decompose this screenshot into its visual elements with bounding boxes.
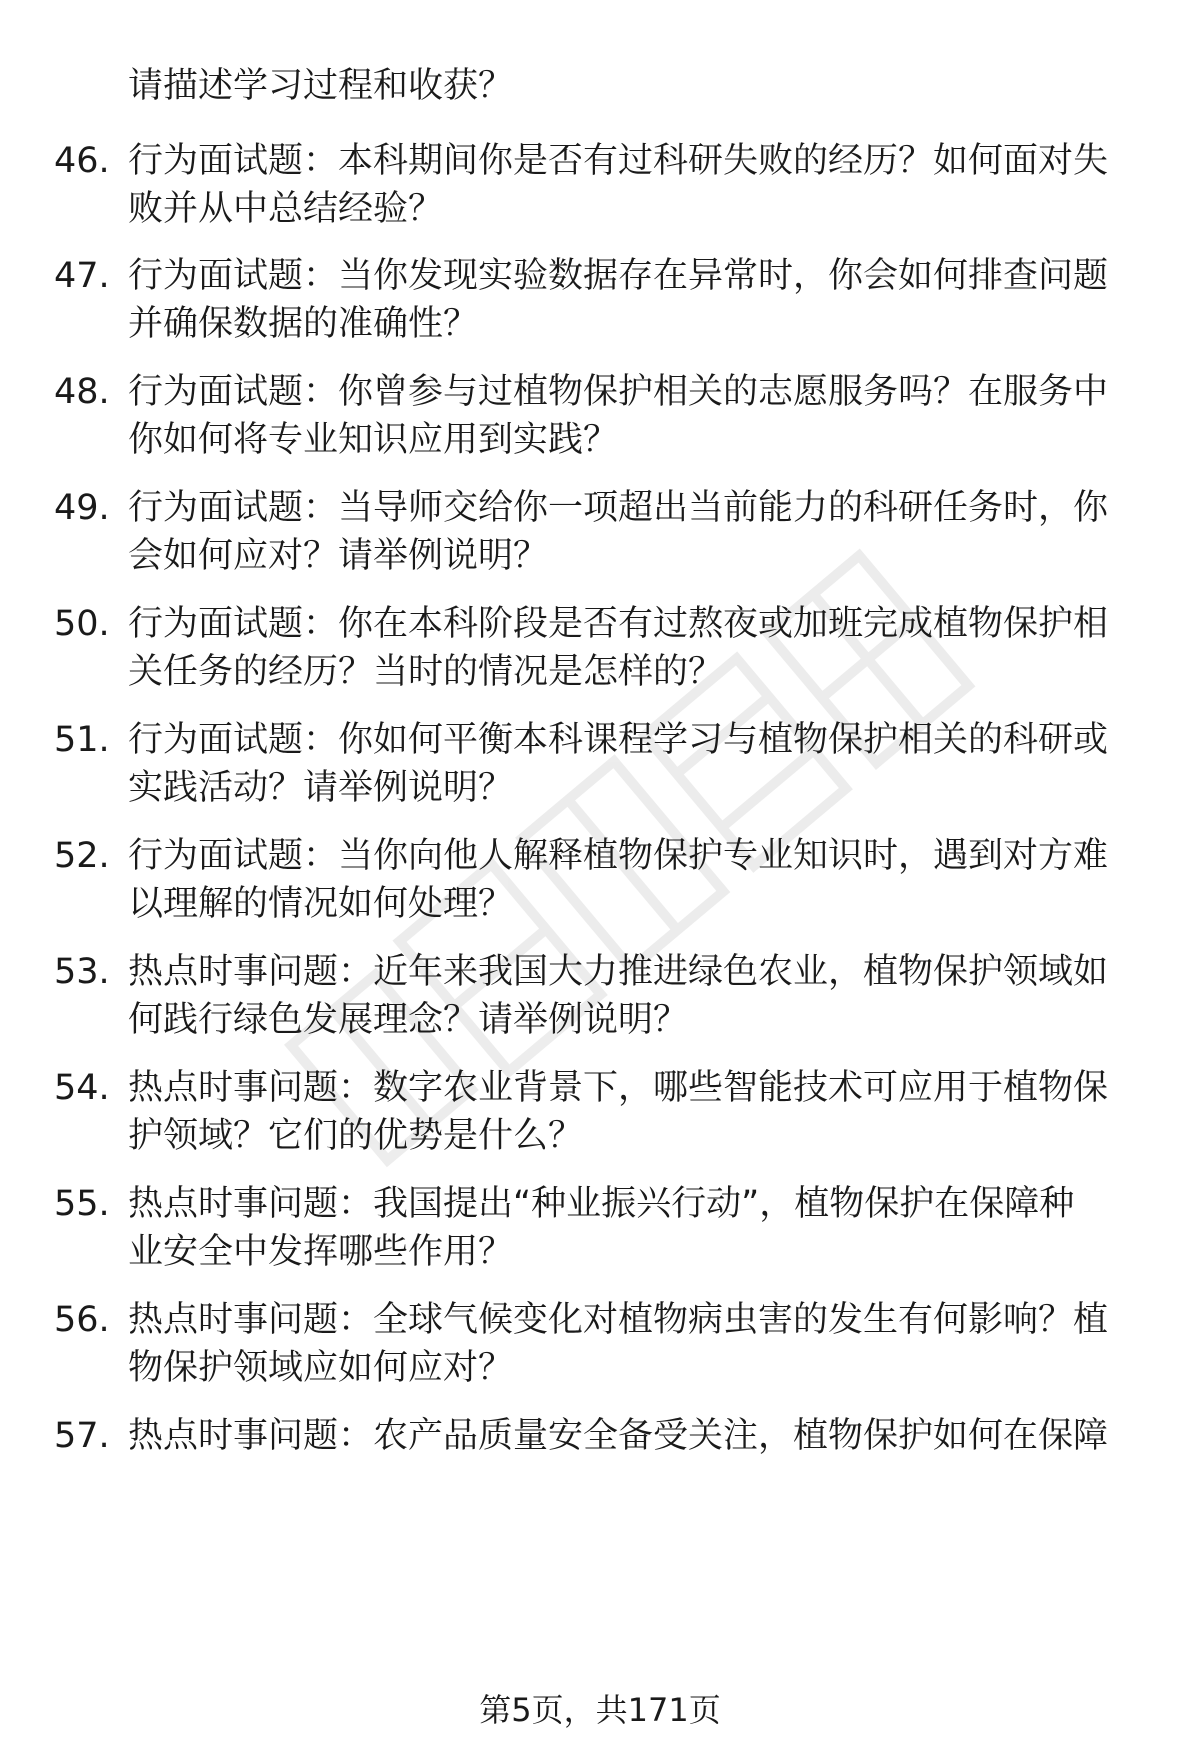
question-number: 53. [54, 952, 110, 992]
question-item [0, 368, 1200, 478]
question-text-line2: 会如何应对？请举例说明？ [128, 536, 549, 576]
question-number: 57. [54, 1416, 110, 1456]
question-text-line2: 你如何将专业知识应用到实践？ [128, 420, 619, 460]
question-text-line1: 热点时事问题：全球气候变化对植物病虫害的发生有何影响？植 [128, 1300, 1109, 1340]
question-text-line2: 关任务的经历？当时的情况是怎样的？ [128, 652, 724, 692]
question-text-line1: 行为面试题：你在本科阶段是否有过熬夜或加班完成植物保护相 [128, 604, 1109, 644]
question-text-line1: 热点时事问题：数字农业背景下，哪些智能技术可应用于植物保 [128, 1068, 1109, 1108]
question-item [0, 1064, 1200, 1174]
question-text-line2: 败并从中总结经验？ [128, 189, 444, 229]
question-number: 48. [54, 372, 110, 412]
question-text-line1: 热点时事问题：农产品质量安全备受关注，植物保护如何在保障 [128, 1416, 1109, 1456]
question-text-line2: 实践活动？请举例说明？ [128, 768, 514, 808]
question-text-line2: 以理解的情况如何处理？ [128, 884, 514, 924]
question-item [0, 1180, 1200, 1290]
question-text-line1: 热点时事问题：近年来我国大力推进绿色农业，植物保护领域如 [128, 952, 1109, 992]
question-number: 54. [54, 1068, 110, 1108]
question-item [0, 1412, 1200, 1522]
question-number: 56. [54, 1300, 110, 1340]
question-item [0, 137, 1200, 247]
question-number: 51. [54, 720, 110, 760]
question-number: 47. [54, 256, 110, 296]
question-number: 46. [54, 141, 110, 181]
question-item [0, 832, 1200, 942]
question-text-line1: 行为面试题：当导师交给你一项超出当前能力的科研任务时，你 [128, 488, 1109, 528]
question-text-line2: 何践行绿色发展理念？请举例说明？ [128, 1000, 689, 1040]
question-item [0, 716, 1200, 826]
page-footer: 第5页，共171页 [479, 1691, 721, 1729]
question-number: 52. [54, 836, 110, 876]
question-item [0, 484, 1200, 594]
question-text-line2: 业安全中发挥哪些作用？ [128, 1232, 514, 1272]
question-text-line1: 行为面试题：当你向他人解释植物保护专业知识时，遇到对方难 [128, 836, 1109, 876]
question-text-line1: 行为面试题：本科期间你是否有过科研失败的经历？如何面对失 [128, 141, 1109, 181]
question-number: 49. [54, 488, 110, 528]
question-text-line2: 物保护领域应如何应对？ [128, 1348, 514, 1388]
question-text-line1: 行为面试题：当你发现实验数据存在异常时，你会如何排查问题 [128, 256, 1109, 296]
question-item [0, 948, 1200, 1058]
question-number: 55. [54, 1184, 110, 1224]
question-text-line2: 护领域？它们的优势是什么？ [128, 1116, 584, 1156]
question-text-line1: 热点时事问题：我国提出“种业振兴行动”，植物保护在保障种 [128, 1184, 1075, 1224]
question-text-line2: 并确保数据的准确性？ [128, 304, 479, 344]
continuation-text: 请描述学习过程和收获？ [128, 66, 514, 106]
question-text-line1: 行为面试题：你如何平衡本科课程学习与植物保护相关的科研或 [128, 720, 1109, 760]
question-item [0, 252, 1200, 362]
question-text-line1: 行为面试题：你曾参与过植物保护相关的志愿服务吗？在服务中 [128, 372, 1109, 412]
question-item [0, 1296, 1200, 1406]
question-number: 50. [54, 604, 110, 644]
question-item [0, 600, 1200, 710]
